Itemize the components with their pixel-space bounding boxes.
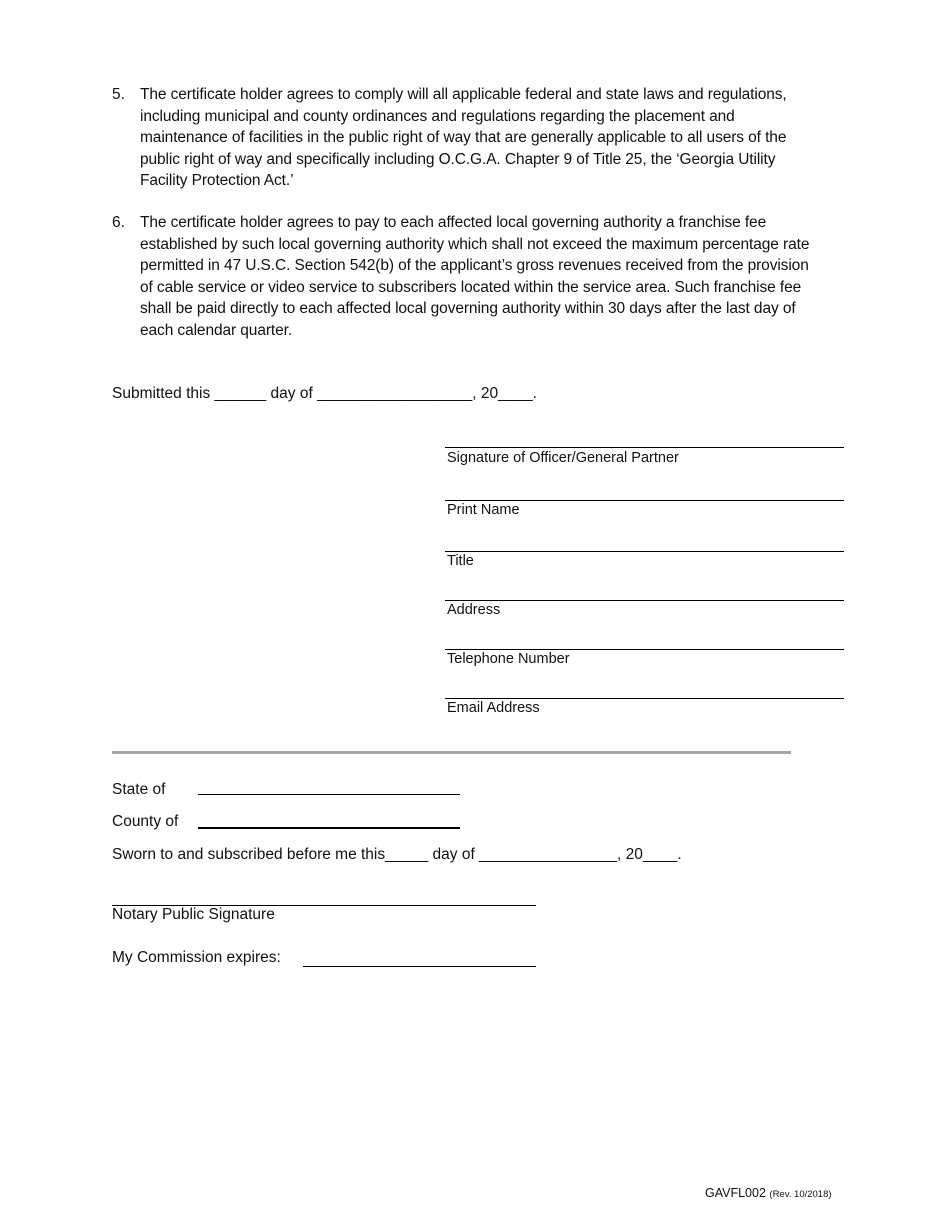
title-label: Title	[447, 553, 474, 569]
title-line[interactable]	[445, 551, 844, 552]
item-number: 5.	[112, 86, 125, 103]
telephone-label: Telephone Number	[447, 651, 570, 667]
commission-label: My Commission expires:	[112, 949, 281, 966]
county-label: County of	[112, 813, 179, 830]
item-number: 6.	[112, 214, 125, 231]
signature-label: Signature of Officer/General Partner	[447, 450, 679, 466]
print-name-label: Print Name	[447, 502, 520, 518]
signature-line[interactable]	[445, 447, 844, 448]
notary-signature-label: Notary Public Signature	[112, 906, 275, 923]
sworn-line: Sworn to and subscribed before me this_____ day of ________________, 20____.	[112, 846, 682, 863]
item-text-6: The certificate holder agrees to pay to each affected local governing authority a franchise fee established by such local governing authority which shall not exceed the maximum percentage rate permitted in 47 U.S.C. Section 542(b) of the applicant’s gross revenues received from the provision of cable service or video service to subscribers located within the service area. Such franchise fee shall be paid directly to each affected local governing authority within 30 days after the last day of each calendar quarter.	[140, 214, 810, 339]
state-label: State of	[112, 781, 166, 798]
county-field-line[interactable]	[198, 827, 460, 829]
state-field-line[interactable]	[198, 794, 460, 795]
email-label: Email Address	[447, 700, 540, 716]
commission-field-line[interactable]	[303, 966, 536, 967]
form-revision: (Rev. 10/2018)	[769, 1189, 832, 1200]
form-footer	[705, 1186, 832, 1200]
address-label: Address	[447, 602, 501, 618]
section-divider	[112, 751, 791, 754]
address-line[interactable]	[445, 600, 844, 601]
form-id: GAVFL002	[705, 1186, 766, 1200]
item-text-5: The certificate holder agrees to comply will all applicable federal and state laws and regulations, including municipal and county ordinances and regulations regarding the placement and maintenance of facilities in the public right of way that are generally applicable to all users of the public right of way and specifically including O.C.G.A. Chapter 9 of Title 25, the ‘Georgia Utility Facility Protection Act.’	[140, 86, 787, 190]
submitted-line: Submitted this ______ day of __________________, 20____.	[112, 385, 537, 402]
